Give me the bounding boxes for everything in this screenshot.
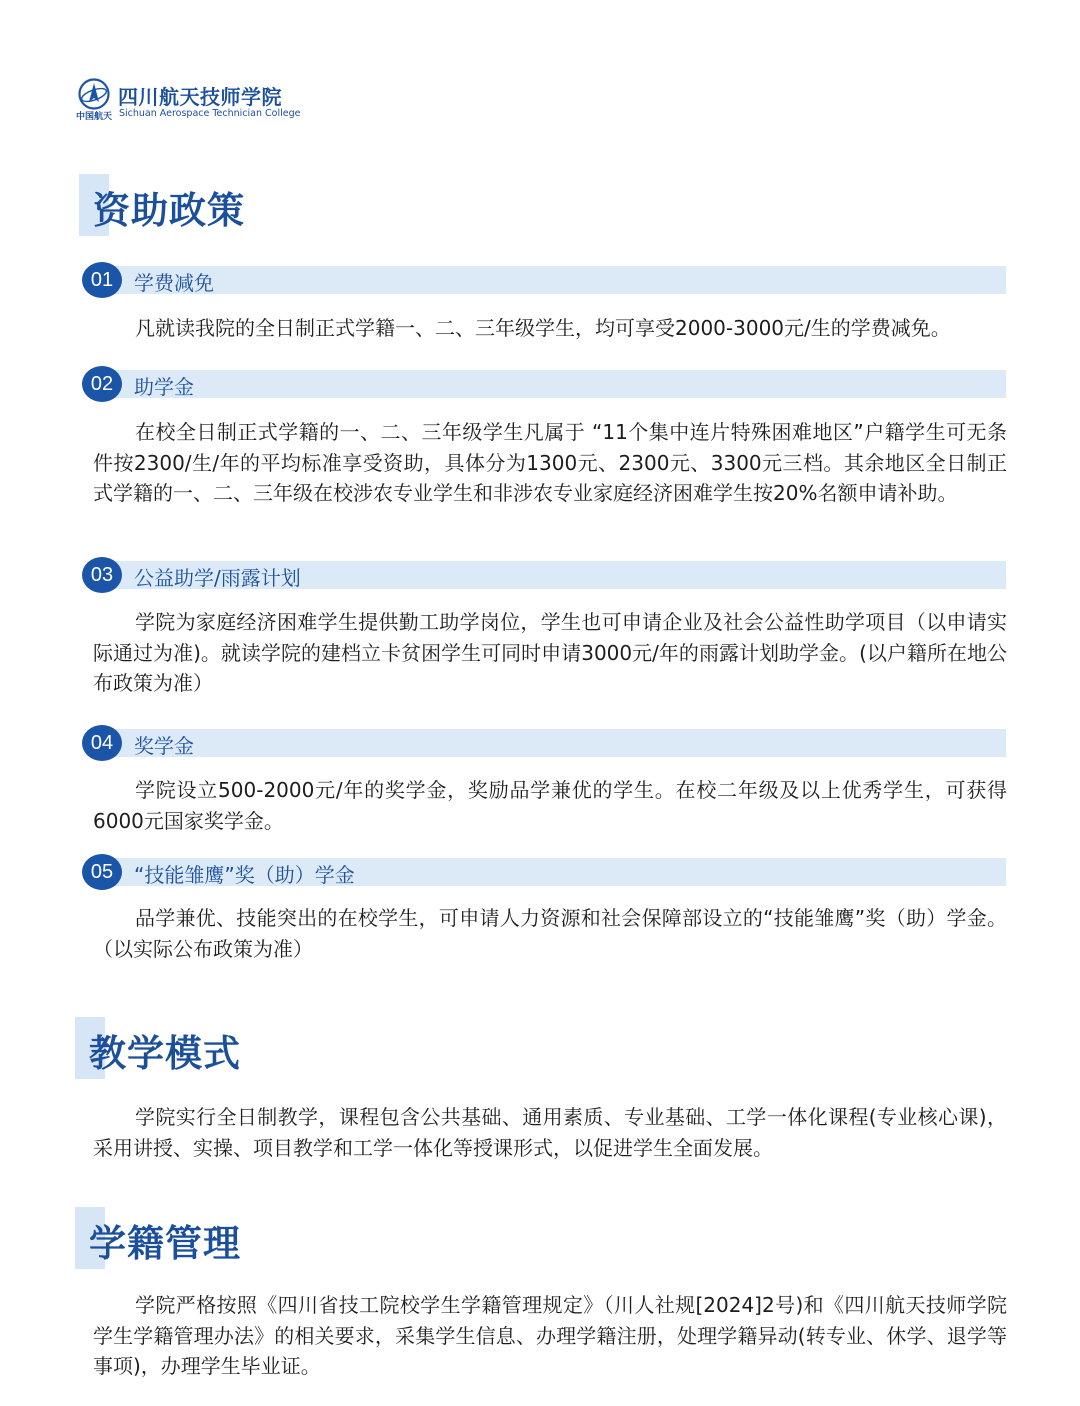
subsection-title: 学费减免 (134, 271, 214, 295)
subsection-title: 公益助学/雨露计划 (134, 566, 301, 590)
subsection-number-badge: 05 (82, 854, 122, 890)
subsection-header-02 (82, 367, 1006, 401)
subsection-band (112, 729, 1006, 757)
subsection-header-03 (82, 558, 1006, 592)
emblem-caption: 中国航天 (76, 112, 113, 122)
section-title-text: 学籍管理 (89, 1222, 241, 1265)
subsection-paragraph-04: 学院设立500-2000元/年的奖学金，奖励品学兼优的学生。在校二年级及以上优秀学生，可获得6000元国家奖学金。 (93, 778, 1007, 833)
subsection-paragraph-01: 凡就读我院的全日制正式学籍一、二、三年级学生，均可享受2000-3000元/生的学费减免。 (135, 316, 951, 340)
subsection-header-01 (82, 263, 1006, 297)
subsection-number-badge: 01 (82, 262, 122, 298)
subsection-paragraph-05: 品学兼优、技能突出的在校学生，可申请人力资源和社会保障部设立的“技能雏鹰”奖（助）学金。（以实际公布政策为准） (93, 906, 1007, 961)
aerospace-emblem-icon (78, 78, 110, 110)
subsection-title: “技能雏鹰”奖（助）学金 (134, 863, 355, 887)
subsection-number-badge: 04 (82, 725, 122, 761)
subsection-band (112, 370, 1006, 398)
subsection-title: 助学金 (134, 375, 194, 399)
subsection-band (112, 266, 1006, 294)
college-name-en: Sichuan Aerospace Technician College (119, 108, 301, 119)
section-title-text: 资助政策 (93, 189, 245, 232)
enrollment-paragraph: 学院严格按照《四川省技工院校学生学籍管理规定》（川人社规[2024]2号)和《四川航天技师学院学生学籍管理办法》的相关要求，采集学生信息、办理学籍注册，处理学籍异动(转专业、休学、退学等事项)，办理学生毕业证。 (93, 1293, 1007, 1378)
subsection-header-05 (82, 855, 1006, 889)
section-title-text: 教学模式 (89, 1032, 241, 1075)
college-name-cn: 四川航天技师学院 (118, 85, 282, 109)
teaching-paragraph: 学院实行全日制教学，课程包含公共基础、通用素质、专业基础、工学一体化课程(专业核心课)，采用讲授、实操、项目教学和工学一体化等授课形式，以促进学生全面发展。 (93, 1105, 1007, 1160)
college-logo (76, 74, 316, 124)
subsection-paragraph-03: 学院为家庭经济困难学生提供勤工助学岗位，学生也可申请企业及社会公益性助学项目（以申请实际通过为准)。就读学院的建档立卡贫困学生可同时申请3000元/年的雨露计划助学金。(以户籍所在地公布政策为准） (93, 610, 1007, 695)
subsection-number-badge: 02 (82, 366, 122, 402)
subsection-header-04 (82, 726, 1006, 760)
subsection-paragraph-02: 在校全日制正式学籍的一、二、三年级学生凡属于 “11个集中连片特殊困难地区”户籍学生可无条件按2300/生/年的平均标准享受资助，具体分为1300元、2300元、3300元三档。其余地区全日制正式学籍的一、二、三年级在校涉农专业学生和非涉农专业家庭经济困难学生按20%名额申请补助。 (93, 420, 1007, 505)
subsection-number-badge: 03 (82, 557, 122, 593)
subsection-title: 奖学金 (134, 734, 194, 758)
